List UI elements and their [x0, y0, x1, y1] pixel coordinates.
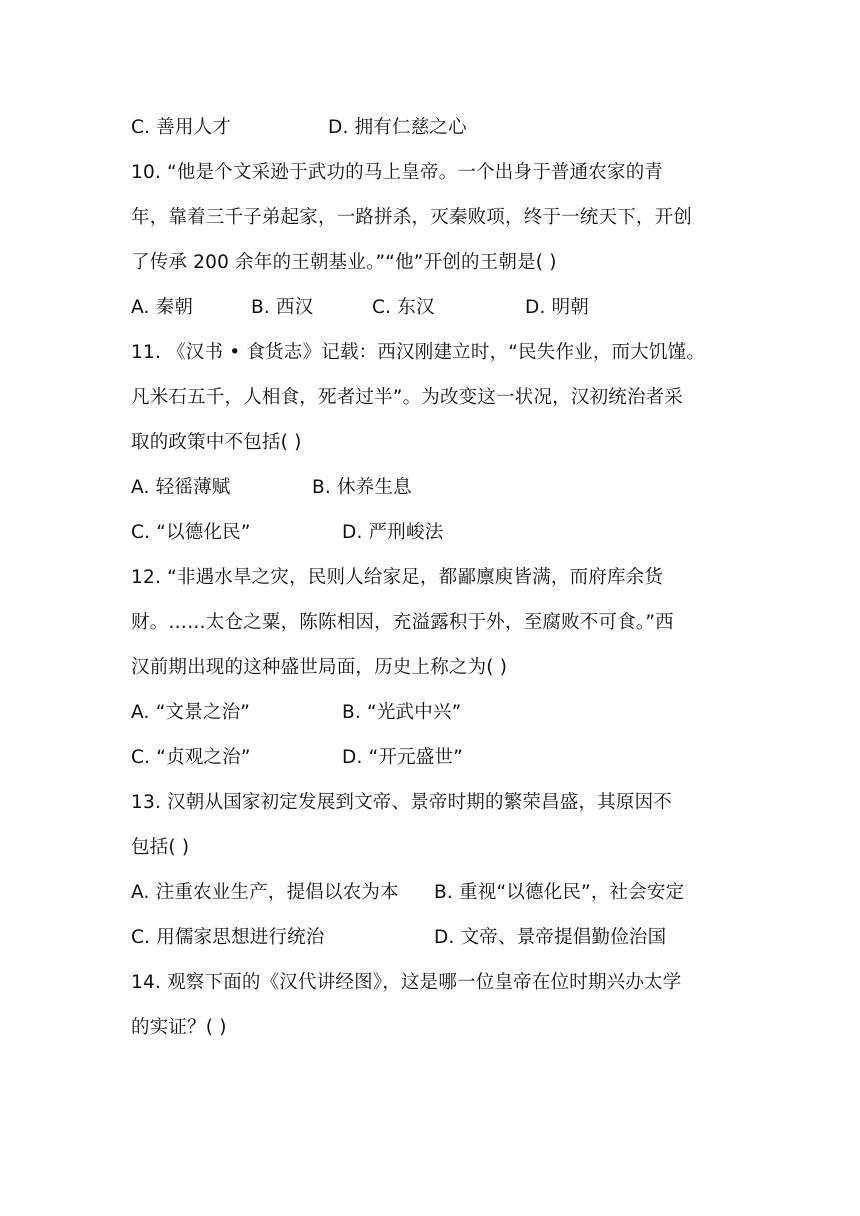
question-14-line-1: 14. 观察下面的《汉代讲经图》，这是哪一位皇帝在位时期兴办太学 [131, 972, 682, 993]
question-11-line-1: 11. 《汉书 • 食货志》记载：西汉刚建立时，“民失作业，而大饥馑。 [131, 342, 706, 363]
question-12-line-1: 12. “非遇水旱之灾，民则人给家足，都鄙廪庾皆满，而府库余货 [131, 567, 664, 588]
option-a-q12: A. “文景之治” [131, 702, 251, 723]
question-10-line-3: 了传承 200 余年的王朝基业。”“他”开创的王朝是( ) [131, 252, 557, 273]
question-11-line-3: 取的政策中不包括( ) [131, 432, 302, 453]
option-d-q11: D. 严刑峻法 [342, 522, 444, 543]
option-a-q13: A. 注重农业生产，提倡以农为本 [131, 882, 399, 903]
option-b-q10: B. 西汉 [251, 297, 314, 318]
question-12-line-3: 汉前期出现的这种盛世局面，历史上称之为( ) [131, 657, 508, 678]
option-c-q12: C. “贞观之治” [131, 747, 251, 768]
question-13-line-2: 包括( ) [131, 837, 190, 858]
option-d-q10: D. 明朝 [525, 297, 590, 318]
question-13-line-1: 13. 汉朝从国家初定发展到文帝、景帝时期的繁荣昌盛，其原因不 [131, 792, 673, 813]
question-12-line-2: 财。……太仓之粟，陈陈相因，充溢露积于外，至腐败不可食。”西 [131, 612, 674, 633]
option-b-q12: B. “光武中兴” [342, 702, 462, 723]
question-10-line-2: 年，靠着三千子弟起家，一路拼杀，灭秦败项，终于一统天下，开创 [131, 207, 693, 228]
question-10-line-1: 10. “他是个文采逊于武功的马上皇帝。一个出身于普通农家的青 [131, 162, 664, 183]
option-c-q11: C. “以德化民” [131, 522, 251, 543]
option-d-q9: D. 拥有仁慈之心 [328, 117, 467, 138]
option-b-q13: B. 重视“以德化民”，社会安定 [434, 882, 685, 903]
question-11-line-2: 凡米石五千，人相食，死者过半”。为改变这一状况，汉初统治者采 [131, 387, 684, 408]
option-d-q13: D. 文帝、景帝提倡勤俭治国 [434, 927, 667, 948]
option-c-q13: C. 用儒家思想进行统治 [131, 927, 325, 948]
option-a-q10: A. 秦朝 [131, 297, 194, 318]
option-c-q9: C. 善用人才 [131, 117, 232, 138]
option-b-q11: B. 休养生息 [312, 477, 412, 498]
option-c-q10: C. 东汉 [372, 297, 435, 318]
option-a-q11: A. 轻徭薄赋 [131, 477, 231, 498]
question-14-line-2: 的实证？( ) [131, 1017, 227, 1038]
option-d-q12: D. “开元盛世” [342, 747, 463, 768]
